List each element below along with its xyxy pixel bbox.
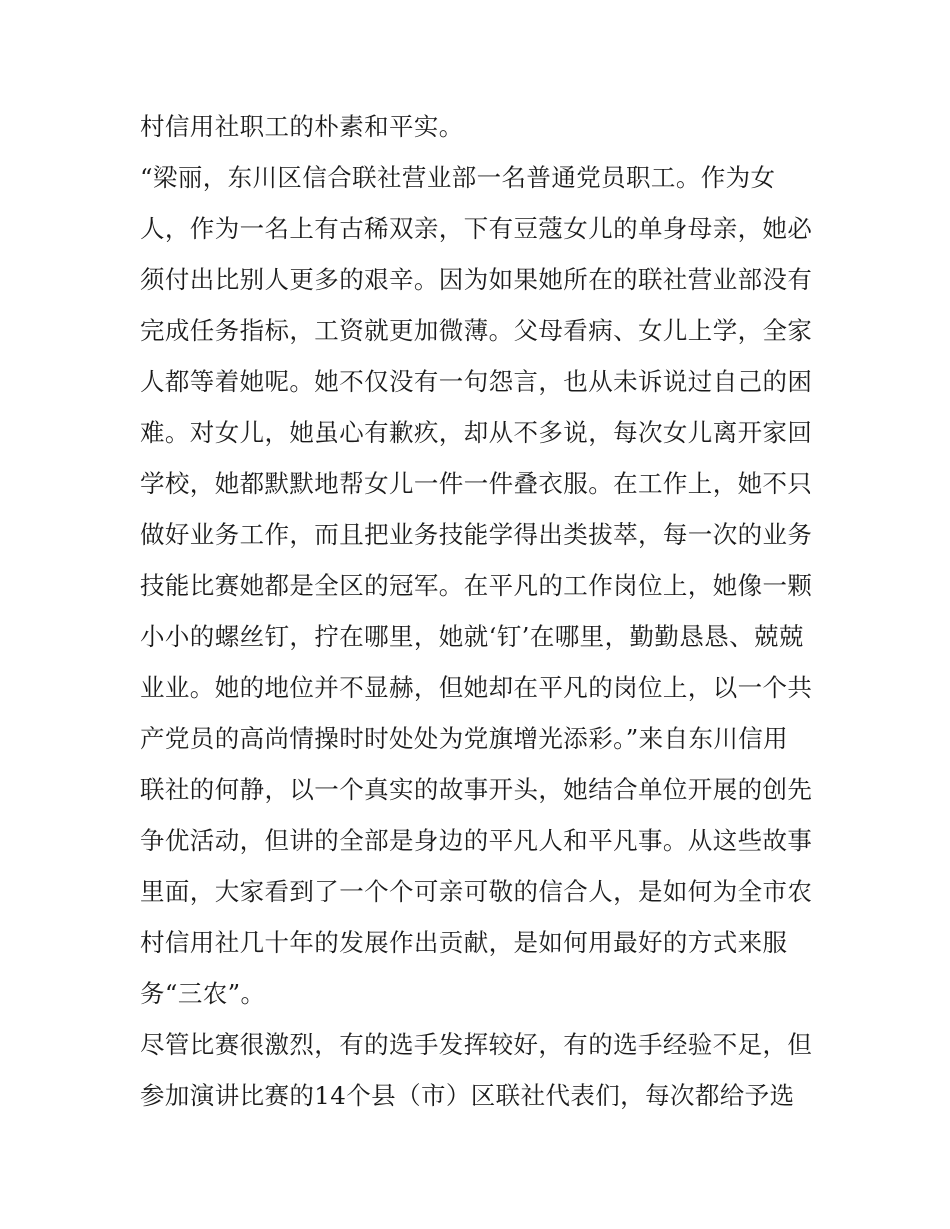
text-line: 务“三农”。: [140, 979, 266, 1008]
text-line: 业业。她的地位并不显赫，但她却在平凡的岗位上，以一个共: [140, 673, 813, 702]
text-line: 人，作为一名上有古稀双亲，下有豆蔻女儿的单身母亲，她必: [140, 214, 813, 243]
text-line: 学校，她都默默地帮女儿一件一件叠衣服。在工作上，她不只: [140, 469, 813, 498]
text-line: 村信用社职工的朴素和平实。: [140, 112, 464, 141]
text-line: 产党员的高尚情操时时处处为党旗增光添彩。”来自东川信用: [140, 724, 789, 753]
text-line: 技能比赛她都是全区的冠军。在平凡的工作岗位上，她像一颗: [140, 571, 813, 600]
text-line: 难。对女儿，她虽心有歉疚，却从不多说，每次女儿离开家回: [140, 418, 813, 447]
text-line: 须付出比别人更多的艰辛。因为如果她所在的联社营业部没有: [140, 265, 813, 294]
text-line: 争优活动，但讲的全部是身边的平凡人和平凡事。从这些故事: [140, 826, 813, 855]
text-line: 参加演讲比赛的14个县（市）区联社代表们，每次都给予选: [140, 1081, 795, 1110]
text-line: 里面，大家看到了一个个可亲可敬的信合人，是如何为全市农: [140, 877, 813, 906]
text-line: 尽管比赛很激烈，有的选手发挥较好，有的选手经验不足，但: [140, 1030, 813, 1059]
text-line: 联社的何静，以一个真实的故事开头，她结合单位开展的创先: [140, 775, 813, 804]
text-line: 小小的螺丝钉，拧在哪里，她就‘钉’在哪里，勤勤恳恳、兢兢: [140, 622, 804, 651]
text-line: 做好业务工作，而且把业务技能学得出类拔萃，每一次的业务: [140, 520, 813, 549]
text-line: 人都等着她呢。她不仅没有一句怨言，也从未诉说过自己的困: [140, 367, 813, 396]
text-line: 村信用社几十年的发展作出贡献，是如何用最好的方式来服: [140, 928, 788, 957]
text-line: 完成任务指标，工资就更加微薄。父母看病、女儿上学，全家: [140, 316, 813, 345]
text-line: “梁丽，东川区信合联社营业部一名普通党员职工。作为女: [140, 163, 776, 192]
